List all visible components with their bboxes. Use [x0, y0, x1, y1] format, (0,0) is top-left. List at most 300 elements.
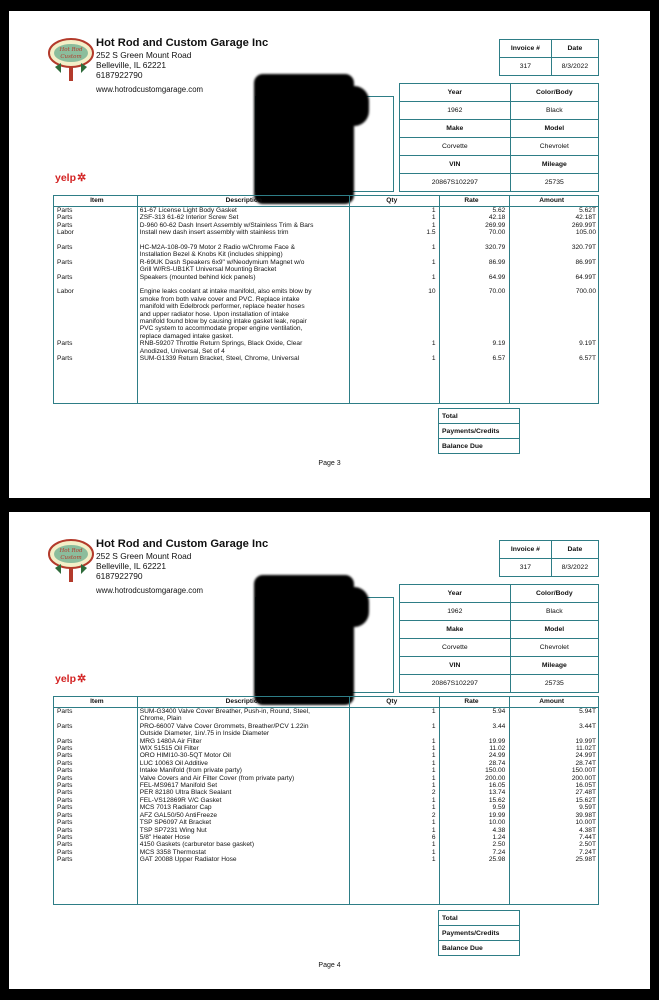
total-label: Total [439, 911, 520, 926]
vehicle-vin: 20867S102297 [400, 174, 511, 192]
line-item-qty: 1 [431, 782, 436, 790]
description-line: MRG 1480A Air Filter [139, 737, 202, 745]
line-item-qty: 1 [431, 752, 436, 760]
line-item-qty: 1 [431, 745, 436, 753]
line-item-qty: 6 [431, 833, 436, 841]
totals-table [438, 910, 520, 956]
description-line: PVC system to accommodate proper engine ventilation, [139, 325, 303, 333]
line-item-amount: 11.02T [575, 745, 597, 753]
line-item-type: Parts [57, 737, 73, 745]
invoice-date-label: Date [551, 40, 598, 58]
line-item-type: Parts [57, 745, 73, 753]
line-item-qty: 1 [431, 774, 436, 782]
description-line: ZSF-313 61-62 Interior Screw Set [139, 214, 239, 222]
line-item-type: Labor [57, 288, 74, 296]
line-item-amount [507, 281, 598, 288]
line-item-description [137, 841, 348, 848]
line-item-type: Parts [57, 708, 73, 715]
line-item-qty: 1 [431, 826, 436, 834]
line-item-row [54, 288, 598, 340]
line-item-amount: 9.19T [579, 340, 597, 348]
line-item-rate: 19.99 [488, 737, 506, 745]
description-line: Chrome, Plain [139, 715, 182, 723]
line-item-rate: 11.02 [489, 745, 506, 753]
line-item-rate [438, 281, 508, 288]
line-item-type: Parts [57, 856, 73, 864]
line-item-rate: 5.62 [492, 207, 506, 214]
description-line: TSP SP7231 Wing Nut [139, 826, 207, 834]
hot-rod-logo [47, 33, 95, 83]
line-item-description [137, 708, 348, 723]
line-item-type: Parts [57, 804, 73, 812]
description-line: PRO-66007 Valve Cover Grommets, Breather/PCV 1.22in [139, 722, 309, 730]
company-info [96, 538, 268, 596]
line-item-qty: 1 [431, 221, 436, 229]
line-item-row [54, 819, 598, 826]
company-city: Belleville, IL 62221 [96, 60, 166, 70]
line-item-description [137, 775, 348, 782]
invoice-page [9, 11, 650, 498]
line-item-type: Parts [57, 841, 73, 849]
line-item-row [54, 340, 598, 355]
line-item-amount: 10.00T [575, 819, 597, 827]
line-item-rate: 320.79 [485, 244, 506, 252]
line-item-type: Parts [57, 221, 73, 229]
line-item-qty: 2 [431, 811, 436, 819]
line-item-type: Parts [57, 258, 73, 266]
line-item-rate: 5.94 [492, 708, 506, 715]
line-items-body [54, 708, 598, 864]
invoice-number-label: Invoice # [500, 40, 552, 58]
line-item-amount: 5.94T [579, 708, 597, 715]
line-item-description [137, 288, 348, 340]
description-col-header: Description [225, 197, 262, 204]
description-line: R-69UK Dash Speakers 6x9" w/Neodymium Magnet w/o [139, 258, 305, 266]
line-item-qty: 1 [431, 767, 436, 775]
line-item-type: Parts [57, 207, 73, 214]
color-label: Color/Body [510, 84, 598, 102]
balance-due-label: Balance Due [439, 439, 520, 454]
description-line: Intake Manifold (from private party) [139, 767, 242, 775]
line-item-type: Parts [57, 811, 73, 819]
line-item-type [54, 237, 137, 244]
rate-col-header: Rate [464, 698, 479, 705]
description-line: Speakers (mounted behind kick panels) [139, 273, 256, 281]
redaction [254, 74, 354, 204]
line-item-qty: 1 [431, 796, 436, 804]
line-item-description [137, 819, 348, 826]
line-item-description [137, 259, 348, 274]
line-item-type: Parts [57, 722, 73, 730]
yelp-logo: yelp✲ [55, 172, 87, 184]
payments-label: Payments/Credits [439, 926, 520, 941]
description-line: Engine leaks coolant at intake manifold, also emits blow by [139, 288, 312, 296]
line-item-amount: 105.00 [575, 229, 597, 237]
line-item-description [137, 827, 348, 834]
line-item-qty: 10 [428, 288, 436, 296]
line-item-amount: 6.57T [579, 355, 597, 363]
line-item-description [137, 214, 348, 221]
year-label: Year [400, 84, 511, 102]
line-item-qty: 1 [431, 759, 436, 767]
line-item-rate: 269.99 [485, 221, 506, 229]
line-item-description [137, 760, 348, 767]
line-item-row [54, 812, 598, 819]
vin-label: VIN [400, 156, 511, 174]
line-item-amount: 42.18T [575, 214, 597, 222]
company-website[interactable]: www.hotrodcustomgarage.com [96, 586, 204, 595]
line-item-description [137, 274, 348, 281]
line-item-rate: 6.57 [492, 355, 506, 363]
line-item-description [137, 767, 348, 774]
color-label: Color/Body [510, 585, 598, 603]
company-name: Hot Rod and Custom Garage Inc [96, 538, 269, 550]
line-items-table [53, 696, 599, 905]
line-item-type: Parts [57, 789, 73, 797]
line-item-description [137, 244, 348, 259]
company-phone: 6187922790 [96, 70, 143, 80]
line-item-qty: 1 [431, 804, 436, 812]
page-number: Page 4 [318, 962, 341, 969]
description-line: manifold found blow by causing intake gasket leak, repair [139, 318, 307, 326]
line-item-amount: 700.00 [575, 288, 597, 296]
line-item-description [137, 738, 348, 745]
line-item-amount: 27.48T [575, 789, 597, 797]
description-line: Grill W/RS-UB1KT Universal Mounting Bracket [139, 266, 277, 274]
invoice-number-table [499, 540, 599, 577]
line-item-type: Parts [57, 759, 73, 767]
line-item-type: Parts [57, 826, 73, 834]
line-item-row [54, 767, 598, 774]
description-col-header: Description [225, 698, 262, 705]
company-name: Hot Rod and Custom Garage Inc [96, 37, 269, 49]
invoice-date: 8/3/2022 [551, 58, 598, 76]
invoice-date-label: Date [551, 541, 598, 559]
svg-text:Hot Rod: Hot Rod [59, 47, 83, 53]
line-item-row [54, 782, 598, 789]
qty-col-header: Qty [386, 698, 398, 705]
line-item-rate: 86.99 [488, 258, 506, 266]
line-item-type: Parts [57, 796, 73, 804]
description-line: MCS 3358 Thermostat [139, 848, 206, 856]
line-item-description [137, 849, 348, 856]
line-item-description [137, 207, 348, 214]
line-item-rate [438, 237, 508, 244]
line-item-type: Parts [57, 273, 73, 281]
line-item-rate: 24.99 [488, 752, 506, 760]
line-item-qty: 1 [431, 848, 436, 856]
line-item-amount: 3.44T [579, 722, 597, 730]
mileage-label: Mileage [510, 156, 598, 174]
line-item-description [137, 723, 348, 738]
invoice-date: 8/3/2022 [551, 559, 598, 577]
hot-rod-logo [47, 534, 95, 584]
line-item-row [54, 237, 598, 244]
description-line: HC-M2A-108-09-79 Motor 2 Radio w/Chrome Face & [139, 244, 296, 252]
line-item-type: Parts [57, 848, 73, 856]
invoice-number: 317 [500, 559, 552, 577]
line-item-qty [348, 237, 438, 244]
line-item-row [54, 274, 598, 281]
line-item-type: Parts [57, 774, 73, 782]
line-item-rate: 70.00 [488, 288, 506, 296]
line-item-qty: 1 [431, 819, 436, 827]
line-item-qty [348, 281, 438, 288]
description-line: 5/8" Heater Hose [139, 833, 191, 841]
line-item-description [137, 812, 348, 819]
line-item-description [137, 222, 348, 229]
line-item-description [137, 281, 348, 288]
line-item-row [54, 760, 598, 767]
make-label: Make [400, 621, 511, 639]
line-item-qty: 1 [431, 214, 436, 222]
line-item-description [137, 856, 348, 863]
line-items-header [54, 697, 598, 708]
line-item-amount: 4.38T [579, 826, 597, 834]
line-item-row [54, 804, 598, 811]
description-line: D-960 60-62 Dash Insert Assembly w/Stainless Trim & Bars [139, 221, 314, 229]
line-item-type: Parts [57, 767, 73, 775]
yelp-logo: yelp✲ [55, 673, 87, 685]
description-line: MCS 7013 Radiator Cap [139, 804, 212, 812]
description-line: RNB-59207 Throttle Return Springs, Black Oxide, Clear [139, 340, 303, 348]
balance-due-label: Balance Due [439, 941, 520, 956]
line-items-header [54, 196, 598, 207]
line-item-amount: 19.99T [575, 737, 597, 745]
svg-text:Hot Rod: Hot Rod [59, 548, 83, 554]
line-item-amount: 24.99T [575, 752, 597, 760]
payments-label: Payments/Credits [439, 424, 520, 439]
description-line: and upper radiator hose. Upon installation of intake [139, 310, 289, 318]
vehicle-mileage: 25735 [510, 174, 598, 192]
line-item-rate: 42.18 [488, 214, 506, 222]
description-line: TSP SP6097 Alt Bracket [139, 819, 212, 827]
line-item-rate: 9.59 [492, 804, 506, 812]
description-line: ORO HIMI10-30-5QT Motor Oil [139, 752, 231, 760]
line-items-table [53, 195, 599, 404]
line-item-qty: 1 [431, 722, 436, 730]
redaction [339, 86, 369, 126]
description-line: 4150 Gaskets (carburetor base gasket) [139, 841, 255, 849]
description-line: FEL-VS12869R V/C Gasket [139, 796, 222, 804]
description-line: manifold with Edelbrock performer, replace heater hoses [139, 303, 305, 311]
line-item-rate: 4.38 [492, 826, 506, 834]
line-item-type: Parts [57, 819, 73, 827]
line-item-row [54, 775, 598, 782]
description-line: Outside Diameter, 1in/.75 in Inside Diameter [139, 730, 270, 738]
line-item-type: Parts [57, 355, 73, 363]
line-item-row [54, 752, 598, 759]
model-label: Model [510, 120, 598, 138]
invoice-number: 317 [500, 58, 552, 76]
line-item-row [54, 229, 598, 236]
company-city: Belleville, IL 62221 [96, 561, 166, 571]
line-item-row [54, 222, 598, 229]
line-item-amount: 16.05T [575, 782, 597, 790]
yelp-burst-icon: ✲ [77, 172, 87, 184]
vehicle-make: Corvette [400, 639, 511, 657]
line-item-row [54, 355, 598, 362]
line-item-description [137, 340, 348, 355]
model-label: Model [510, 621, 598, 639]
line-item-rate: 13.74 [488, 789, 506, 797]
item-col-header: Item [90, 197, 104, 204]
line-item-rate: 2.50 [492, 841, 506, 849]
line-item-description [137, 782, 348, 789]
description-line: GAT 20088 Upper Radiator Hose [139, 856, 237, 864]
line-item-rate: 25.98 [488, 856, 506, 864]
line-item-amount: 5.62T [579, 207, 597, 214]
line-item-amount: 2.50T [579, 841, 597, 849]
line-item-qty: 2 [431, 789, 436, 797]
item-col-header: Item [90, 698, 104, 705]
line-item-row [54, 708, 598, 723]
description-line: Install new dash insert assembly with stainless trim [139, 229, 289, 237]
line-item-row [54, 745, 598, 752]
svg-text:Custom: Custom [60, 555, 82, 561]
line-item-rate: 16.05 [488, 782, 506, 790]
line-item-rate: 1.24 [492, 833, 506, 841]
line-item-row [54, 259, 598, 274]
year-label: Year [400, 585, 511, 603]
line-item-description [137, 355, 348, 362]
line-item-type: Parts [57, 340, 73, 348]
line-item-qty: 1 [431, 207, 436, 214]
line-item-row [54, 214, 598, 221]
line-item-amount [507, 237, 598, 244]
description-line: Installation Bezel & Knobs Kit (includes shipping) [139, 251, 283, 259]
line-item-row [54, 797, 598, 804]
line-item-amount: 150.00T [571, 767, 597, 775]
vin-label: VIN [400, 657, 511, 675]
line-item-description [137, 789, 348, 796]
line-item-row [54, 856, 598, 863]
line-item-amount: 9.59T [579, 804, 597, 812]
line-item-description [137, 752, 348, 759]
line-item-description [137, 237, 348, 244]
description-line [140, 281, 348, 288]
line-item-row [54, 738, 598, 745]
svg-text:Custom: Custom [60, 54, 82, 60]
description-line: SUM-G3400 Valve Cover Breather, Push-in, Round, Steel, [139, 708, 311, 715]
vehicle-model: Chevrolet [510, 138, 598, 156]
line-item-qty: 1 [431, 737, 436, 745]
line-item-qty: 1 [431, 340, 436, 348]
line-item-row [54, 723, 598, 738]
line-item-rate: 150.00 [485, 767, 506, 775]
line-item-rate: 19.99 [488, 811, 506, 819]
vehicle-year: 1962 [400, 102, 511, 120]
line-item-row [54, 827, 598, 834]
line-item-amount: 7.24T [579, 848, 597, 856]
line-item-rate: 10.00 [488, 819, 506, 827]
line-item-row [54, 244, 598, 259]
line-item-row [54, 789, 598, 796]
description-line: FEL-MS9617 Manifold Set [139, 782, 218, 790]
line-item-row [54, 207, 598, 214]
qty-col-header: Qty [386, 197, 398, 204]
company-website[interactable]: www.hotrodcustomgarage.com [96, 85, 204, 94]
line-item-type: Parts [57, 782, 73, 790]
line-item-amount: 15.62T [575, 796, 597, 804]
description-line: SUM-G1339 Return Bracket, Steel, Chrome, Universal [139, 355, 300, 363]
line-item-amount: 64.99T [575, 273, 597, 281]
line-item-amount: 25.98T [575, 856, 597, 864]
line-item-description [137, 834, 348, 841]
line-item-type: Parts [57, 752, 73, 760]
line-item-rate: 70.00 [488, 229, 506, 237]
description-line: smoke from both valve cover and PVC. Replace intake [139, 295, 300, 303]
description-line: replace damaged intake gasket. [139, 332, 234, 340]
line-item-qty: 1 [431, 841, 436, 849]
invoice-number-label: Invoice # [500, 541, 552, 559]
line-item-description [137, 797, 348, 804]
description-line: AFZ GAL50/50 AntiFreeze [139, 811, 218, 819]
line-item-qty: 1 [431, 355, 436, 363]
line-item-qty: 1 [431, 856, 436, 864]
line-item-amount: 28.74T [575, 759, 597, 767]
redaction [339, 587, 369, 627]
description-line: Valve Covers and Air Filter Cover (from private party) [139, 774, 295, 782]
line-item-rate: 9.19 [492, 340, 506, 348]
line-item-qty: 1 [431, 244, 436, 252]
invoice-number-table [499, 39, 599, 76]
line-item-qty: 1 [431, 273, 436, 281]
vehicle-table [399, 584, 599, 693]
line-item-amount: 39.98T [575, 811, 597, 819]
line-item-rate: 200.00 [485, 774, 506, 782]
line-item-amount: 7.44T [579, 833, 597, 841]
line-item-rate: 3.44 [492, 722, 506, 730]
description-line: Anodized, Universal, Set of 4 [139, 347, 225, 355]
line-item-row [54, 834, 598, 841]
line-item-type: Labor [57, 229, 74, 237]
company-phone: 6187922790 [96, 571, 143, 581]
line-item-qty: 1 [431, 708, 436, 715]
line-item-row [54, 849, 598, 856]
total-label: Total [439, 409, 520, 424]
line-item-type [54, 281, 137, 288]
line-item-qty: 1 [431, 258, 436, 266]
vehicle-year: 1962 [400, 603, 511, 621]
line-item-qty: 1.5 [426, 229, 436, 237]
line-item-rate: 15.62 [488, 796, 506, 804]
line-item-type: Parts [57, 214, 73, 222]
line-item-rate: 64.99 [488, 273, 506, 281]
vehicle-model: Chevrolet [510, 639, 598, 657]
totals-table [438, 408, 520, 454]
vehicle-table [399, 83, 599, 192]
mileage-label: Mileage [510, 657, 598, 675]
vehicle-mileage: 25735 [510, 675, 598, 693]
line-item-rate: 7.24 [492, 848, 506, 856]
amount-col-header: Amount [539, 698, 565, 705]
description-line: WIX 51515 Oil Filter [139, 745, 199, 753]
line-item-rate: 28.74 [488, 759, 506, 767]
line-item-amount: 200.00T [571, 774, 597, 782]
line-item-amount: 269.99T [571, 221, 597, 229]
company-address: 252 S Green Mount Road [96, 50, 192, 60]
invoice-page [9, 512, 650, 989]
make-label: Make [400, 120, 511, 138]
line-item-type: Parts [57, 833, 73, 841]
company-address: 252 S Green Mount Road [96, 551, 192, 561]
description-line: PER 82180 Ultra Black Sealant [139, 789, 232, 797]
vehicle-color: Black [510, 102, 598, 120]
yelp-burst-icon: ✲ [77, 673, 87, 685]
vehicle-make: Corvette [400, 138, 511, 156]
line-item-description [137, 229, 348, 236]
